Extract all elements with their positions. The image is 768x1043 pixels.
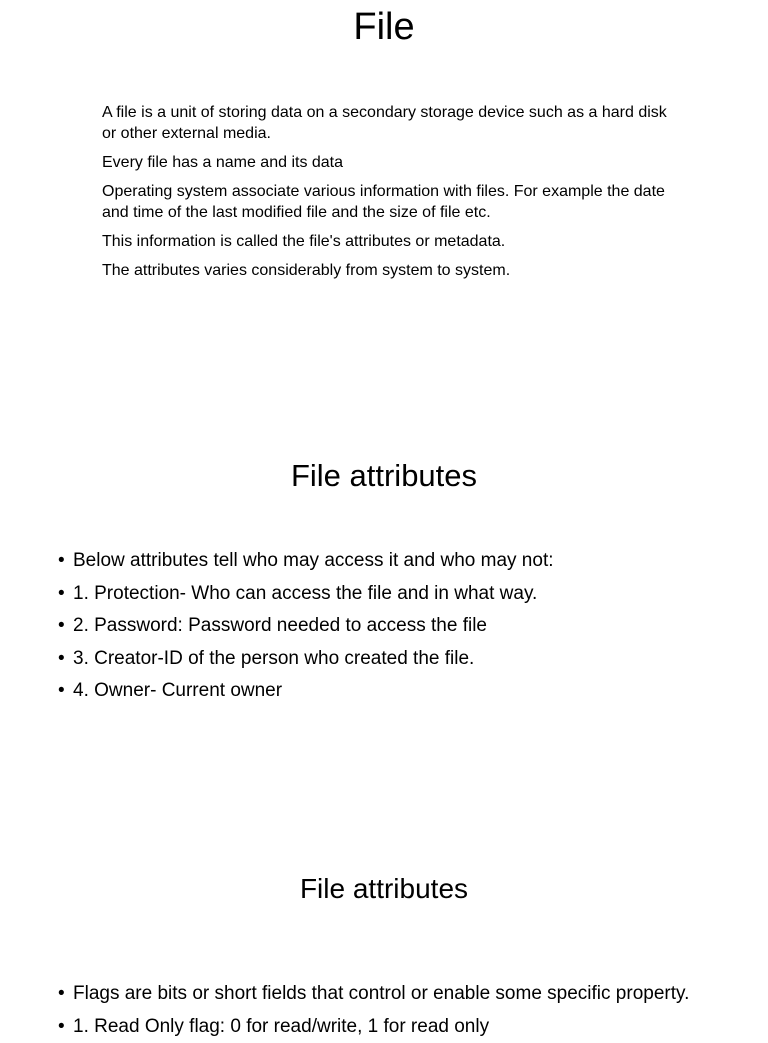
paragraph: The attributes varies considerably from system to system. bbox=[102, 260, 672, 281]
paragraph: Every file has a name and its data bbox=[102, 152, 672, 173]
bullet-item bbox=[58, 643, 748, 676]
bullet-item bbox=[58, 1011, 748, 1043]
slide-title: File bbox=[0, 6, 768, 49]
slide-file-attributes-access bbox=[0, 440, 768, 740]
paragraph: This information is called the file's attributes or metadata. bbox=[102, 231, 672, 252]
bullet-item bbox=[58, 978, 748, 1011]
bullet-text: 4. Owner- Current owner bbox=[73, 680, 282, 701]
bullet-marker: • bbox=[58, 578, 65, 611]
bullet-text: 1. Protection- Who can access the file and in what way. bbox=[73, 583, 537, 604]
slide-title: File attributes bbox=[0, 458, 768, 494]
bullet-text: 3. Creator-ID of the person who created the file. bbox=[73, 648, 474, 669]
slide-file-intro bbox=[0, 0, 768, 330]
bullet-marker: • bbox=[58, 545, 65, 578]
bullet-marker: • bbox=[58, 1011, 65, 1043]
bullet-item bbox=[58, 545, 748, 578]
bullet-marker: • bbox=[58, 675, 65, 708]
slide-body bbox=[102, 102, 672, 289]
paragraph: Operating system associate various information with files. For example the date and time of the last modified file and the size of file etc. bbox=[102, 181, 672, 223]
bullet-text: Flags are bits or short fields that control or enable some specific property. bbox=[73, 983, 689, 1004]
bullet-marker: • bbox=[58, 610, 65, 643]
bullet-text: 1. Read Only flag: 0 for read/write, 1 for read only bbox=[73, 1016, 489, 1037]
bullet-text: 2. Password: Password needed to access the file bbox=[73, 615, 487, 636]
slide-title: File attributes bbox=[0, 873, 768, 905]
bullet-list bbox=[58, 545, 748, 708]
slide-file-attributes-flags bbox=[0, 855, 768, 1024]
bullet-item bbox=[58, 578, 748, 611]
bullet-item bbox=[58, 610, 748, 643]
bullet-marker: • bbox=[58, 978, 65, 1011]
paragraph: A file is a unit of storing data on a secondary storage device such as a hard disk or other external media. bbox=[102, 102, 672, 144]
bullet-list bbox=[58, 978, 748, 1043]
bullet-marker: • bbox=[58, 643, 65, 676]
bullet-item bbox=[58, 675, 748, 708]
bullet-text: Below attributes tell who may access it and who may not: bbox=[73, 550, 554, 571]
